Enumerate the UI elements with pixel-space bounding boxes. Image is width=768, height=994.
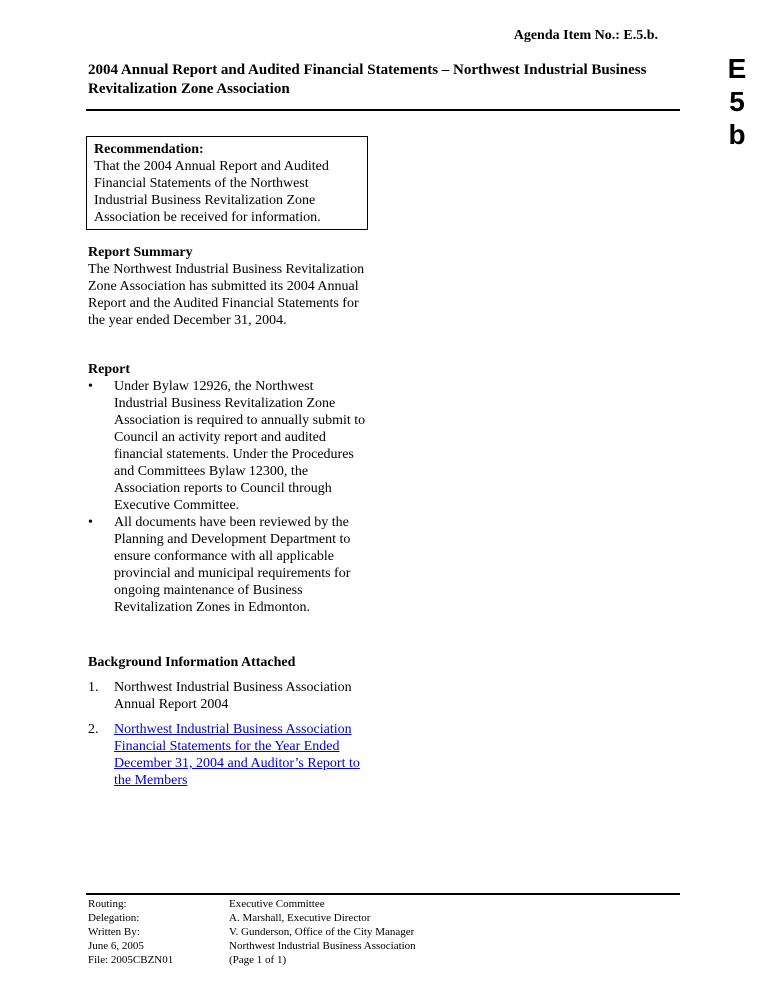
report-bullet-item: • Under Bylaw 12926, the Northwest Industrial Business Revitalization Zone Association is required to annually submit to Council an activity report and audited financial statements. Under the Procedures and Committees Bylaw 12300, the Association reports to Council through Executive Committee. — [88, 378, 368, 514]
background-heading: Background Information Attached — [88, 655, 296, 670]
background-section — [88, 654, 368, 789]
routing-footer — [88, 897, 678, 967]
report-heading: Report — [88, 362, 130, 377]
footer-row — [88, 953, 678, 967]
report-bullet-list — [88, 378, 368, 616]
attachment-number: 2. — [88, 722, 99, 737]
report-bullet-item: • All documents have been reviewed by the Planning and Development Department to ensure conformance with all applicable provincial and municipal requirements for ongoing maintenance of Business Revitalization Zones in Edmonton. — [88, 514, 368, 616]
footer-value: Executive Committee — [229, 898, 325, 910]
attachment-number: 1. — [88, 680, 99, 695]
financial-statements-link[interactable]: Northwest Industrial Business Association Financial Statements for the Year Ended December 31, 2004 and Auditor’s Report to the Members — [114, 722, 360, 788]
footer-row — [88, 939, 678, 953]
footer-value: (Page 1 of 1) — [229, 954, 287, 966]
footer-value: V. Gunderson, Office of the City Manager — [229, 926, 415, 938]
footer-label: June 6, 2005 — [88, 940, 144, 952]
side-tab-letter: E — [727, 53, 747, 84]
side-tab-subletter: b — [728, 119, 746, 150]
report-summary-text: The Northwest Industrial Business Revitalization Zone Association has submitted its 2004 Annual Report and the Audited Financial Statements for the year ended December 31, 2004. — [88, 262, 365, 328]
report-summary-heading: Report Summary — [88, 245, 193, 260]
footer-value: A. Marshall, Executive Director — [229, 912, 371, 924]
side-tab-label — [722, 52, 752, 151]
footer-row — [88, 911, 678, 925]
footer-label: Routing: — [88, 898, 127, 910]
title-divider — [86, 109, 680, 111]
report-summary-section — [88, 244, 368, 329]
footer-row — [88, 897, 678, 911]
report-title: 2004 Annual Report and Audited Financial Statements – Northwest Industrial Business Revitalization Zone Association — [88, 62, 647, 97]
report-section — [88, 361, 368, 616]
recommendation-box — [86, 136, 368, 230]
attachment-list — [88, 679, 368, 789]
footer-label: Delegation: — [88, 912, 140, 924]
agenda-item-number: Agenda Item No.: E.5.b. — [513, 28, 658, 43]
attachment-annual-report: Northwest Industrial Business Association Annual Report 2004 — [114, 680, 352, 712]
attachment-item[interactable] — [88, 721, 368, 789]
footer-row — [88, 925, 678, 939]
footer-value: Northwest Industrial Business Association — [229, 940, 416, 952]
attachment-item — [88, 679, 368, 713]
recommendation-text: That the 2004 Annual Report and Audited Financial Statements of the Northwest Industrial Business Revitalization Zone Association be received for information. — [94, 159, 329, 225]
footer-divider — [86, 893, 680, 895]
side-tab-digit: 5 — [729, 86, 745, 117]
footer-label: Written By: — [88, 926, 140, 938]
footer-label: File: 2005CBZN01 — [88, 954, 174, 966]
recommendation-heading: Recommendation: — [94, 142, 204, 157]
